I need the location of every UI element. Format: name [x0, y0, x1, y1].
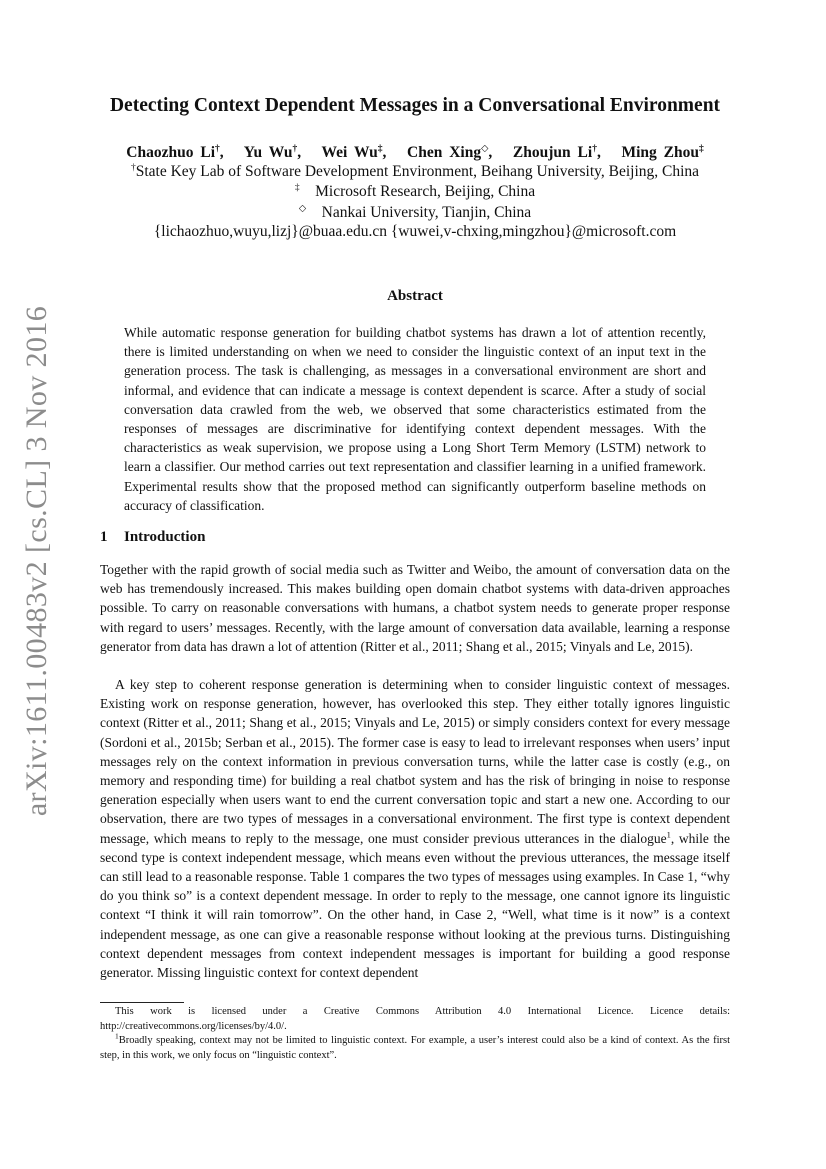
author: Zhoujun Li†, — [512, 144, 601, 162]
author: Chen Xing◇, — [407, 144, 493, 162]
author-list — [100, 143, 730, 162]
author: Wei Wu‡, — [321, 144, 387, 162]
paragraph-2: A key step to coherent response generation is determining when to consider linguistic context of messages. Existing work on response generation, however, has overlooked this step. They either totally ignores linguistic context (Ritter et al., 2011; Shang et al., 2015; Vinyals and Le, 2015) or simply considers context for every message (Sordoni et al., 2015b; Serban et al., 2015). The former case is easy to lead to irrelevant responses when users’ input messages rely on the context information in previous conversation turns, while the latter case is costly (e.g., on memory and responding time) for building a real chatbot system and has the risk of bringing in noise to response generation especially when users want to end the current conversation topic and start a new one. According to our observation, there are two types of messages in a conversational environment. The first type is context dependent message, which means to reply to the message, one must consider previous utterances in the dialogue$^1$, while the second type is context independent message, which means even without the previous utterances, the message itself can still lead to a reasonable response. Table 1 compares the two types of messages using examples. In Case 1, “why do you think so” is a context dependent message. In order to reply to the message, one cannot ignore its linguistic context “I think it will rain tomorrow”. On the other hand, in Case 2, “Well, what time is it now” is a context independent message, as one can give a reasonable response without looking at the previous turns. Distinguishing context dependent messages from context independent messages is important for building a good response generator. Missing linguistic context for context dependent — [100, 677, 730, 981]
section-heading — [100, 529, 205, 546]
arxiv-stamp — [0, 0, 74, 1169]
affiliation: ‡ Microsoft Research, Beijing, China — [294, 183, 536, 201]
footnote: $^1$Broadly speaking, context may not be limited to linguistic context. For example, a user’s interest could also be a kind of context. As the first step, in this work, we only focus on “linguistic context”. — [100, 1031, 730, 1061]
section-number: 1 — [100, 529, 108, 545]
abstract-heading: Abstract — [387, 288, 443, 304]
body-paragraph — [100, 560, 730, 656]
arxiv-stamp-text: arXiv:1611.00483v2 [cs.CL] 3 Nov 2016 — [20, 305, 53, 817]
affiliation: ◇ Nankai University, Tianjin, China — [298, 204, 532, 222]
author: Chaozhuo Li†, — [126, 144, 224, 162]
author: Yu Wu†, — [243, 144, 302, 162]
abstract-text: While automatic response generation for building chatbot systems has drawn a lot of attention recently, there is limited understanding on when we need to consider the linguistic context of an input text in the generation process. The task is challenging, as messages in a conversational environment are short and informal, and evidence that can indicate a message is context dependent is scarce. After a study of social conversation data crawled from the web, we observed that some characteristics estimated from the responses of messages are discriminative for identifying context dependent messages. With the characteristics as weak supervision, we propose using a Long Short Term Memory (LSTM) network to learn a classifier. Our method carries out text representation and classifier learning in a unified framework. Experimental results show that the proposed method can significantly outperform baseline methods on accuracy of classification. — [124, 325, 706, 513]
affiliation: †State Key Lab of Software Development Environment, Beihang University, Beijing, China — [130, 163, 700, 181]
license-note: This work is licensed under a Creative Commons Attribution 4.0 International Licence. Licence details: http://creativecommons.org/licenses/by/4.0/. — [100, 1006, 730, 1032]
author: Ming Zhou‡ — [621, 144, 704, 162]
author-emails: {lichaozhuo,wuyu,lizj}@buaa.edu.cn {wuwei,v-chxing,mingzhou}@microsoft.com — [153, 223, 677, 240]
footnote-rule — [100, 1002, 184, 1003]
section-title: Introduction — [124, 529, 206, 545]
paper-title: Detecting Context Dependent Messages in a Conversational Environment — [109, 95, 721, 116]
paragraph-1: Together with the rapid growth of social media such as Twitter and Weibo, the amount of conversation data on the web has tremendously increased. This makes building open domain chatbot systems with data-driven approaches possible. To carry on reasonable conversations with humans, a chatbot system needs to generate proper response with regard to users’ messages. Recently, with the large amount of conversation data available, learning a response generator from data has drawn a lot of attention (Ritter et al., 2011; Shang et al., 2015; Vinyals and Le, 2015). — [100, 562, 730, 654]
body-paragraph — [100, 675, 730, 982]
footnote-ref: 1 — [666, 829, 671, 840]
